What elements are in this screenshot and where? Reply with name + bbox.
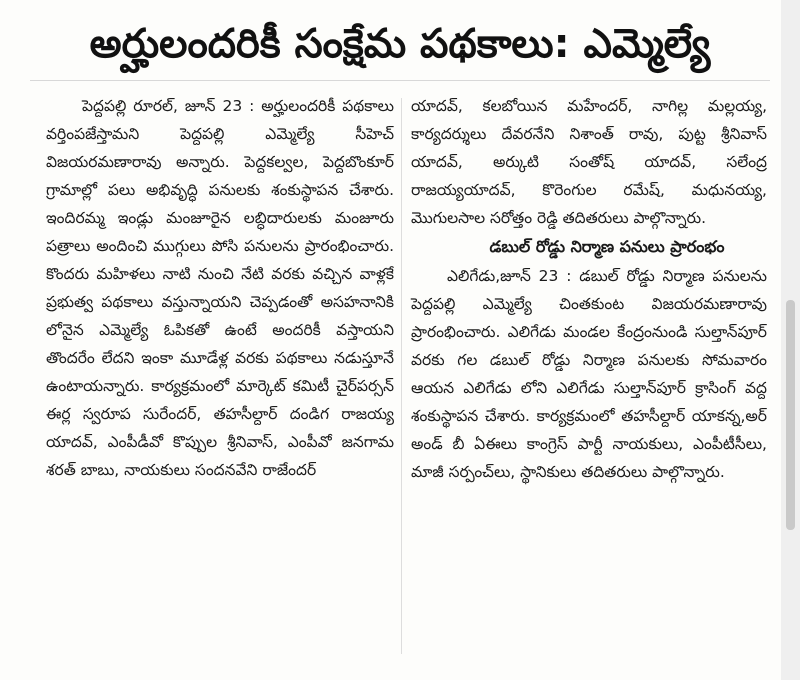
- scrollbar-thumb[interactable]: [786, 300, 795, 530]
- sub-heading: డబుల్‌ రోడ్డు నిర్మాణ పనులు ప్రారంభం: [489, 237, 725, 256]
- article-headline: అర్హులందరికీ సంక్షేమ పథకాలు: ఎమ్మెల్యే: [89, 21, 711, 67]
- left-column: [46, 92, 394, 662]
- right-column: [411, 92, 767, 662]
- headline-rule: [30, 80, 770, 81]
- right-continuation: యాదవ్‌, కలబోయిన మహేందర్‌, నాగిల్ల మల్లయ్య, కార్యదర్శులు దేవరనేని నిశాంత్‌ రావు, పుట్ట శ్రీనివాస్‌ యాదవ్‌, అర్కుటి సంతోష్‌ యాదవ్‌, సలేంద్ర రాజయ్యయాదవ్‌, కొరెంగుల రమేష్‌, మధునయ్య, మొగులసాల సరోత్తం రెడ్డి తదితరులు పాల్గొన్నారు.: [411, 97, 767, 227]
- left-paragraph: పెద్దపల్లి రూరల్‌, జూన్‌ 23 : అర్హులందరికీ పథకాలు వర్తింపజేస్తామని పెద్దపల్లి ఎమ్మెల్యే సీహెచ్‌ విజయరమణారావు అన్నారు. పెద్దకల్వల, పెద్దబొంకూర్‌ గ్రామాల్లో పలు అభివృద్ధి పనులకు శంకుస్థాపన చేశారు. ఇందిరమ్మ ఇండ్లు మంజూరైన లబ్ధిదారులకు మంజూరు పత్రాలు అందించి ముగ్గులు పోసి పనులను ప్రారంభించారు. కొందరు మహిళలు నాటి నుంచి నేటి వరకు వచ్చిన వాళ్లకే ప్రభుత్వ పథకాలు వస్తున్నాయని చెప్పడంతో అసహనానికి లోనైన ఎమ్మెల్యే ఓపికతో ఉంటే అందరికీ వస్తాయని తొందరేం లేదని ఇంకా మూడేళ్ల వరకు పథకాలు నడుస్తూనే ఉంటాయన్నారు. కార్యక్రమంలో మార్కెట్‌ కమిటీ చైర్‌పర్సన్‌ ఈర్ల స్వరూప సురేందర్‌, తహసీల్దార్‌ దండిగ రాజయ్య యాదవ్‌, ఎంపీడీవో కొప్పుల శ్రీనివాస్‌, ఎంపీవో జనగామ శరత్‌ బాబు, నాయకులు సందనవేని రాజేందర్‌: [46, 97, 394, 479]
- column-divider: [401, 98, 402, 654]
- right-paragraph: ఎలిగేడు,జూన్‌ 23 : డబుల్‌ రోడ్డు నిర్మాణ పనులను పెద్దపల్లి ఎమ్మెల్యే చింతకుంట విజయరమణారావు ప్రారంభించారు. ఎలిగేడు మండల కేంద్రంనుండి సుల్తాన్‌పూర్‌ వరకు గల డబుల్‌ రోడ్డు నిర్మాణ పనులకు సోమవారం ఆయన ఎలిగేడు లోని ఎలిగేడు సుల్తాన్‌పూర్‌ క్రాసింగ్‌ వద్ద శంకుస్థాపన చేశారు. కార్యక్రమంలో తహసీల్దార్‌ యాకన్న,అర్‌ అండ్‌ బీ ఏఈలు కాంగ్రెస్‌ పార్టీ నాయకులు, ఎంపీటీసీలు, మాజీ సర్పంచ్‌లు, స్థానికులు తదితరులు పాల్గొన్నారు.: [411, 267, 767, 481]
